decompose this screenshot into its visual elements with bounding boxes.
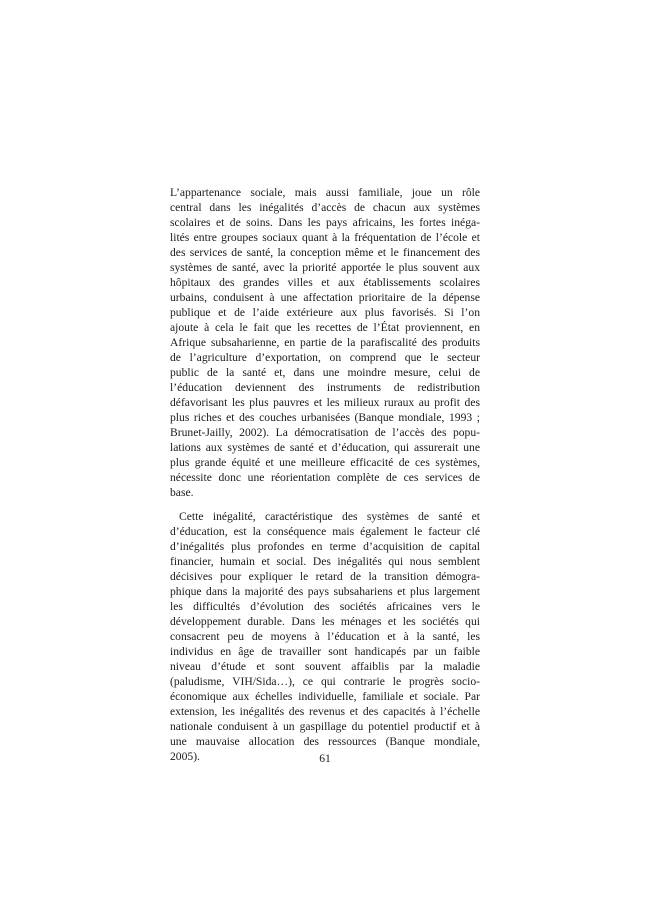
text-line: extension, les inégalités des revenus et des capacités à l’échelle xyxy=(170,705,480,718)
text-line: développement durable. Dans les ménages et les sociétés qui xyxy=(170,615,480,628)
text-line: publique et de l’aide extérieure aux plus favorisés. Si l’on xyxy=(170,306,480,319)
text-line: plus riches et des couches urbanisées (Banque mondiale, 1993 ; xyxy=(170,411,480,424)
text-line: défavorisant les plus pauvres et les milieux ruraux au profit des xyxy=(170,396,480,409)
text-line: consacrent peu de moyens à l’éducation et à la santé, les xyxy=(170,630,480,643)
text-line: Cette inégalité, caractéristique des systèmes de santé et xyxy=(179,510,480,523)
text-line: hôpitaux des grandes villes et aux établissements scolaires xyxy=(170,276,480,289)
text-line: L’appartenance sociale, mais aussi familiale, joue un rôle xyxy=(170,186,480,199)
text-line: une mauvaise allocation des ressources (Banque mondiale, xyxy=(170,735,480,748)
paragraph-1 xyxy=(170,185,480,500)
text-line: économique aux échelles individuelle, familiale et sociale. Par xyxy=(170,690,480,703)
text-line: lités entre groupes sociaux quant à la fréquentation de l’école et xyxy=(170,231,480,244)
text-line: (paludisme, VIH/Sida…), ce qui contrarie le progrès socio- xyxy=(170,675,480,688)
text-line: de l’agriculture d’exportation, on comprend que le secteur xyxy=(170,351,480,364)
text-line: niveau d’étude et sont souvent affaiblis par la maladie xyxy=(170,660,480,673)
page-number: 61 xyxy=(319,752,331,765)
text-line: systèmes de santé, avec la priorité apportée le plus souvent aux xyxy=(170,261,480,274)
text-line: urbains, conduisent à une affectation prioritaire de la dépense xyxy=(170,291,480,304)
text-line: central dans les inégalités d’accès de chacun aux systèmes xyxy=(170,201,480,214)
text-line: l’éducation deviennent des instruments de redistribution xyxy=(170,381,480,394)
text-line: plus grande équité et une meilleure efficacité de ces systèmes, xyxy=(170,456,480,469)
text-line: Afrique subsaharienne, en partie de la parafiscalité des produits xyxy=(170,336,480,349)
text-line: 2005). xyxy=(170,750,200,763)
text-line: nécessite donc une réorientation complète de ces services de xyxy=(170,471,480,484)
text-line: financier, humain et social. Des inégalités qui nous semblent xyxy=(170,555,480,568)
text-line: d’inégalités plus profondes en terme d’acquisition de capital xyxy=(170,540,480,553)
text-line: lations aux systèmes de santé et d’éducation, qui assurerait une xyxy=(170,441,480,454)
text-line: scolaires et de soins. Dans les pays africains, les fortes inéga- xyxy=(170,216,480,229)
text-line: ajoute à cela le fait que les recettes de l’État proviennent, en xyxy=(170,321,480,334)
text-line: Brunet-Jailly, 2002). La démocratisation de l’accès des popu- xyxy=(170,426,480,439)
text-line: individus en âge de travailler sont handicapés par un faible xyxy=(170,645,480,658)
text-line: base. xyxy=(170,486,194,499)
text-line: des services de santé, la conception même et le financement des xyxy=(170,246,480,259)
text-line: d’éducation, est la conséquence mais également le facteur clé xyxy=(170,525,480,538)
text-line: décisives pour expliquer le retard de la transition démogra- xyxy=(170,570,480,583)
text-line: phique dans la majorité des pays subsahariens et plus largement xyxy=(170,585,480,598)
paragraph-2 xyxy=(170,509,480,764)
text-line: les difficultés d’évolution des sociétés africaines vers le xyxy=(170,600,480,613)
text-line: public de la santé et, dans une moindre mesure, celui de xyxy=(170,366,480,379)
paragraph-spacer xyxy=(170,500,480,509)
text-line: nationale conduisent à un gaspillage du potentiel productif et à xyxy=(170,720,480,733)
body-text xyxy=(170,185,480,764)
